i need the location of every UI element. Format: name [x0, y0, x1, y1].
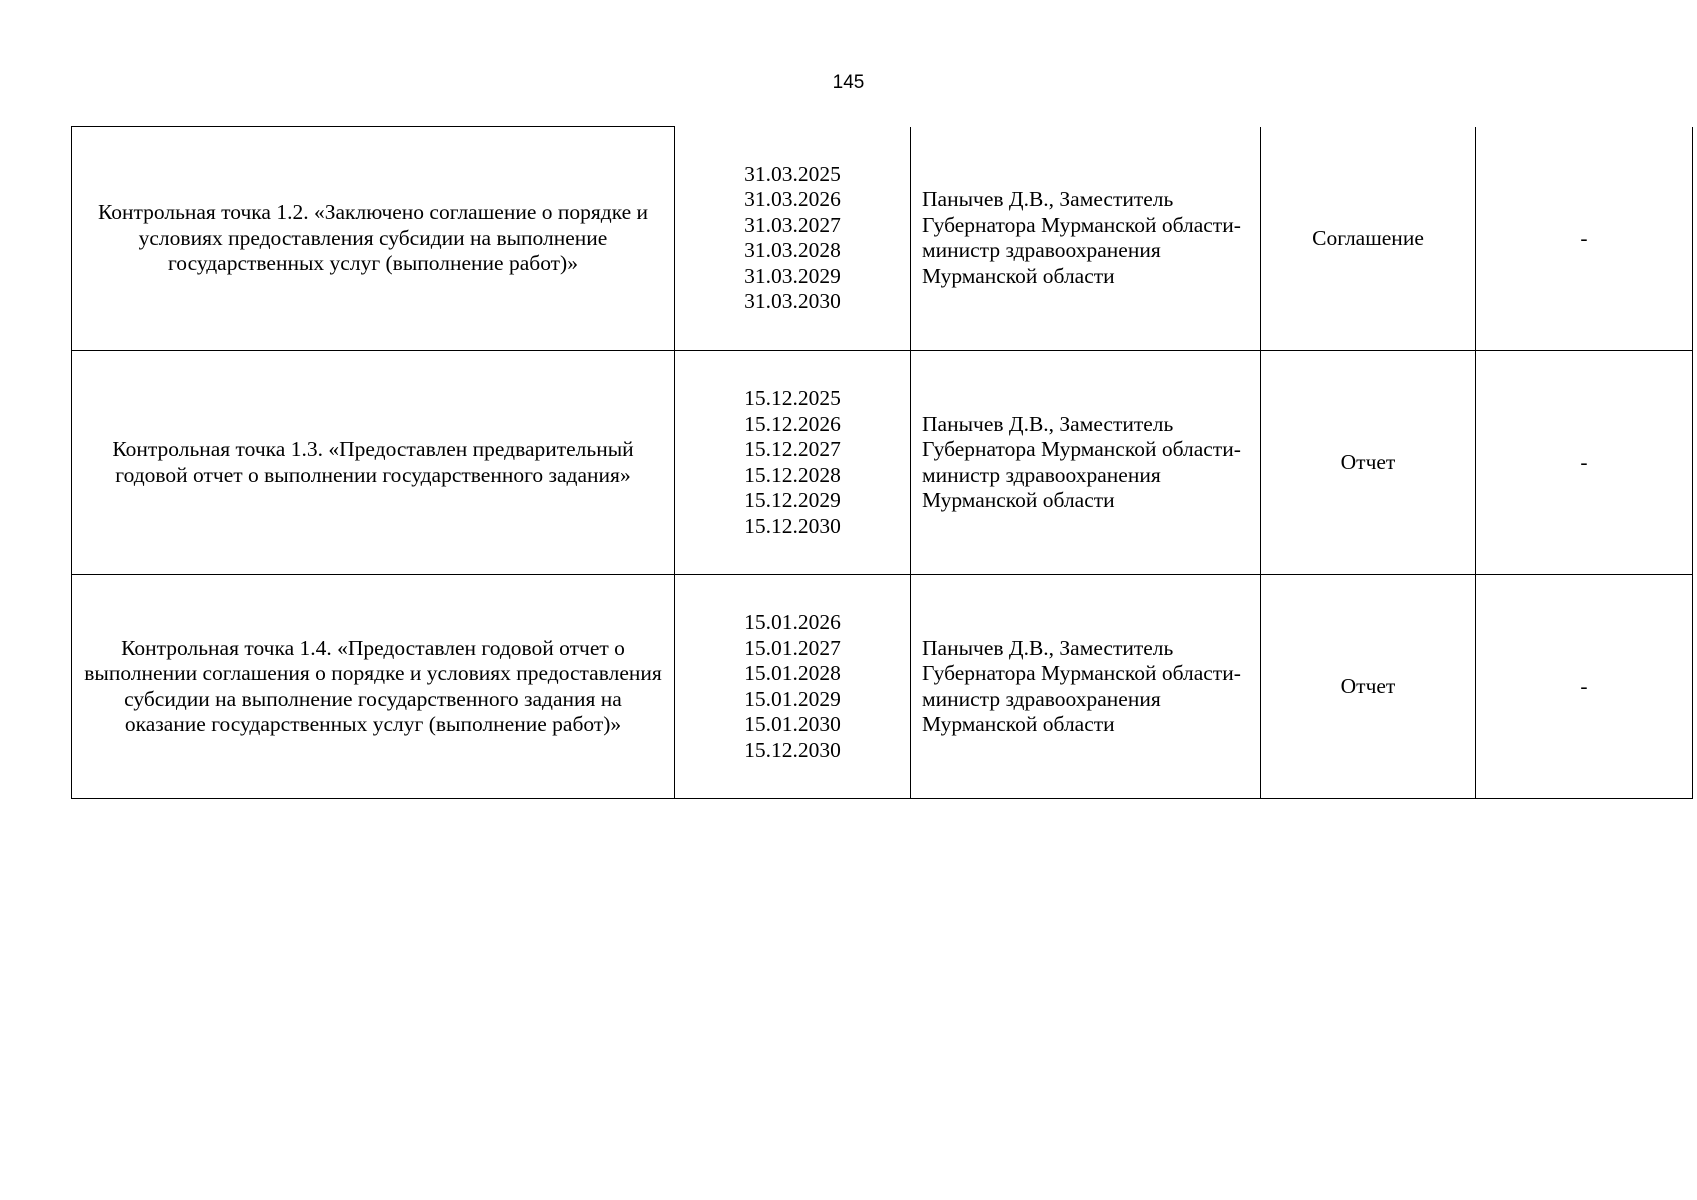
deadline-date: 15.01.2027 [744, 635, 841, 660]
page-number: 145 [832, 72, 865, 93]
deadline-dates-cell [675, 351, 911, 575]
deadline-date: 15.01.2028 [744, 661, 841, 685]
document-type: Отчет [1261, 575, 1476, 799]
deadline-date: 31.03.2026 [744, 187, 841, 212]
responsible-person: Панычев Д.В., Заместитель Губернатора Мурманской области-министр здравоохранения Мурманской области [911, 351, 1261, 575]
control-point-name-cell [72, 127, 675, 351]
deadline-date: 15.12.2028 [744, 462, 841, 487]
deadline-date: 31.03.2029 [744, 263, 841, 288]
deadline-date: 15.01.2029 [744, 686, 841, 711]
table-row [72, 351, 1693, 575]
deadline-date: 31.03.2025 [744, 161, 841, 186]
deadline-date: 31.03.2028 [744, 238, 841, 263]
note: - [1476, 575, 1693, 799]
deadline-dates [744, 610, 841, 763]
control-point-name-cell [72, 575, 675, 799]
table-row [72, 127, 1693, 351]
deadline-dates-cell [675, 127, 911, 351]
deadline-date: 31.03.2030 [744, 289, 841, 314]
responsible-person: Панычев Д.В., Заместитель Губернатора Мурманской области-министр здравоохранения Мурманской области [911, 575, 1261, 799]
deadline-date: 15.12.2027 [744, 437, 841, 461]
deadline-date: 15.12.2029 [744, 488, 841, 512]
deadline-dates [744, 162, 841, 315]
deadline-date: 15.12.2026 [744, 411, 841, 436]
control-point-name: Контрольная точка 1.2. «Заключено соглашение о порядке и условиях предоставления субсидии на выполнение государственных услуг (выполнение работ)» [97, 200, 649, 276]
deadline-date: 15.12.2030 [744, 737, 841, 762]
document-type: Соглашение [1261, 127, 1476, 351]
control-point-name-cell [72, 351, 675, 575]
deadline-date: 31.03.2027 [744, 212, 841, 237]
deadline-date: 15.01.2030 [744, 712, 841, 736]
deadline-date: 15.01.2026 [744, 610, 841, 634]
note: - [1476, 351, 1693, 575]
deadline-date: 15.12.2030 [744, 513, 841, 538]
document-type: Отчет [1261, 351, 1476, 575]
control-point-name: Контрольная точка 1.4. «Предоставлен годовой отчет о выполнении соглашения о порядке и условиях предоставления субсидии на выполнение государственного задания на оказание государственных услуг (выполнение работ)» [84, 635, 662, 736]
responsible-person: Панычев Д.В., Заместитель Губернатора Мурманской области-министр здравоохранения Мурманской области [911, 127, 1261, 351]
control-point-name: Контрольная точка 1.3. «Предоставлен предварительный годовой отчет о выполнении государственного задания» [112, 437, 634, 487]
deadline-dates-cell [675, 575, 911, 799]
deadline-date: 15.12.2025 [744, 386, 841, 410]
note: - [1476, 127, 1693, 351]
control-points-table [71, 126, 1693, 799]
deadline-dates [744, 386, 841, 539]
table-row [72, 575, 1693, 799]
